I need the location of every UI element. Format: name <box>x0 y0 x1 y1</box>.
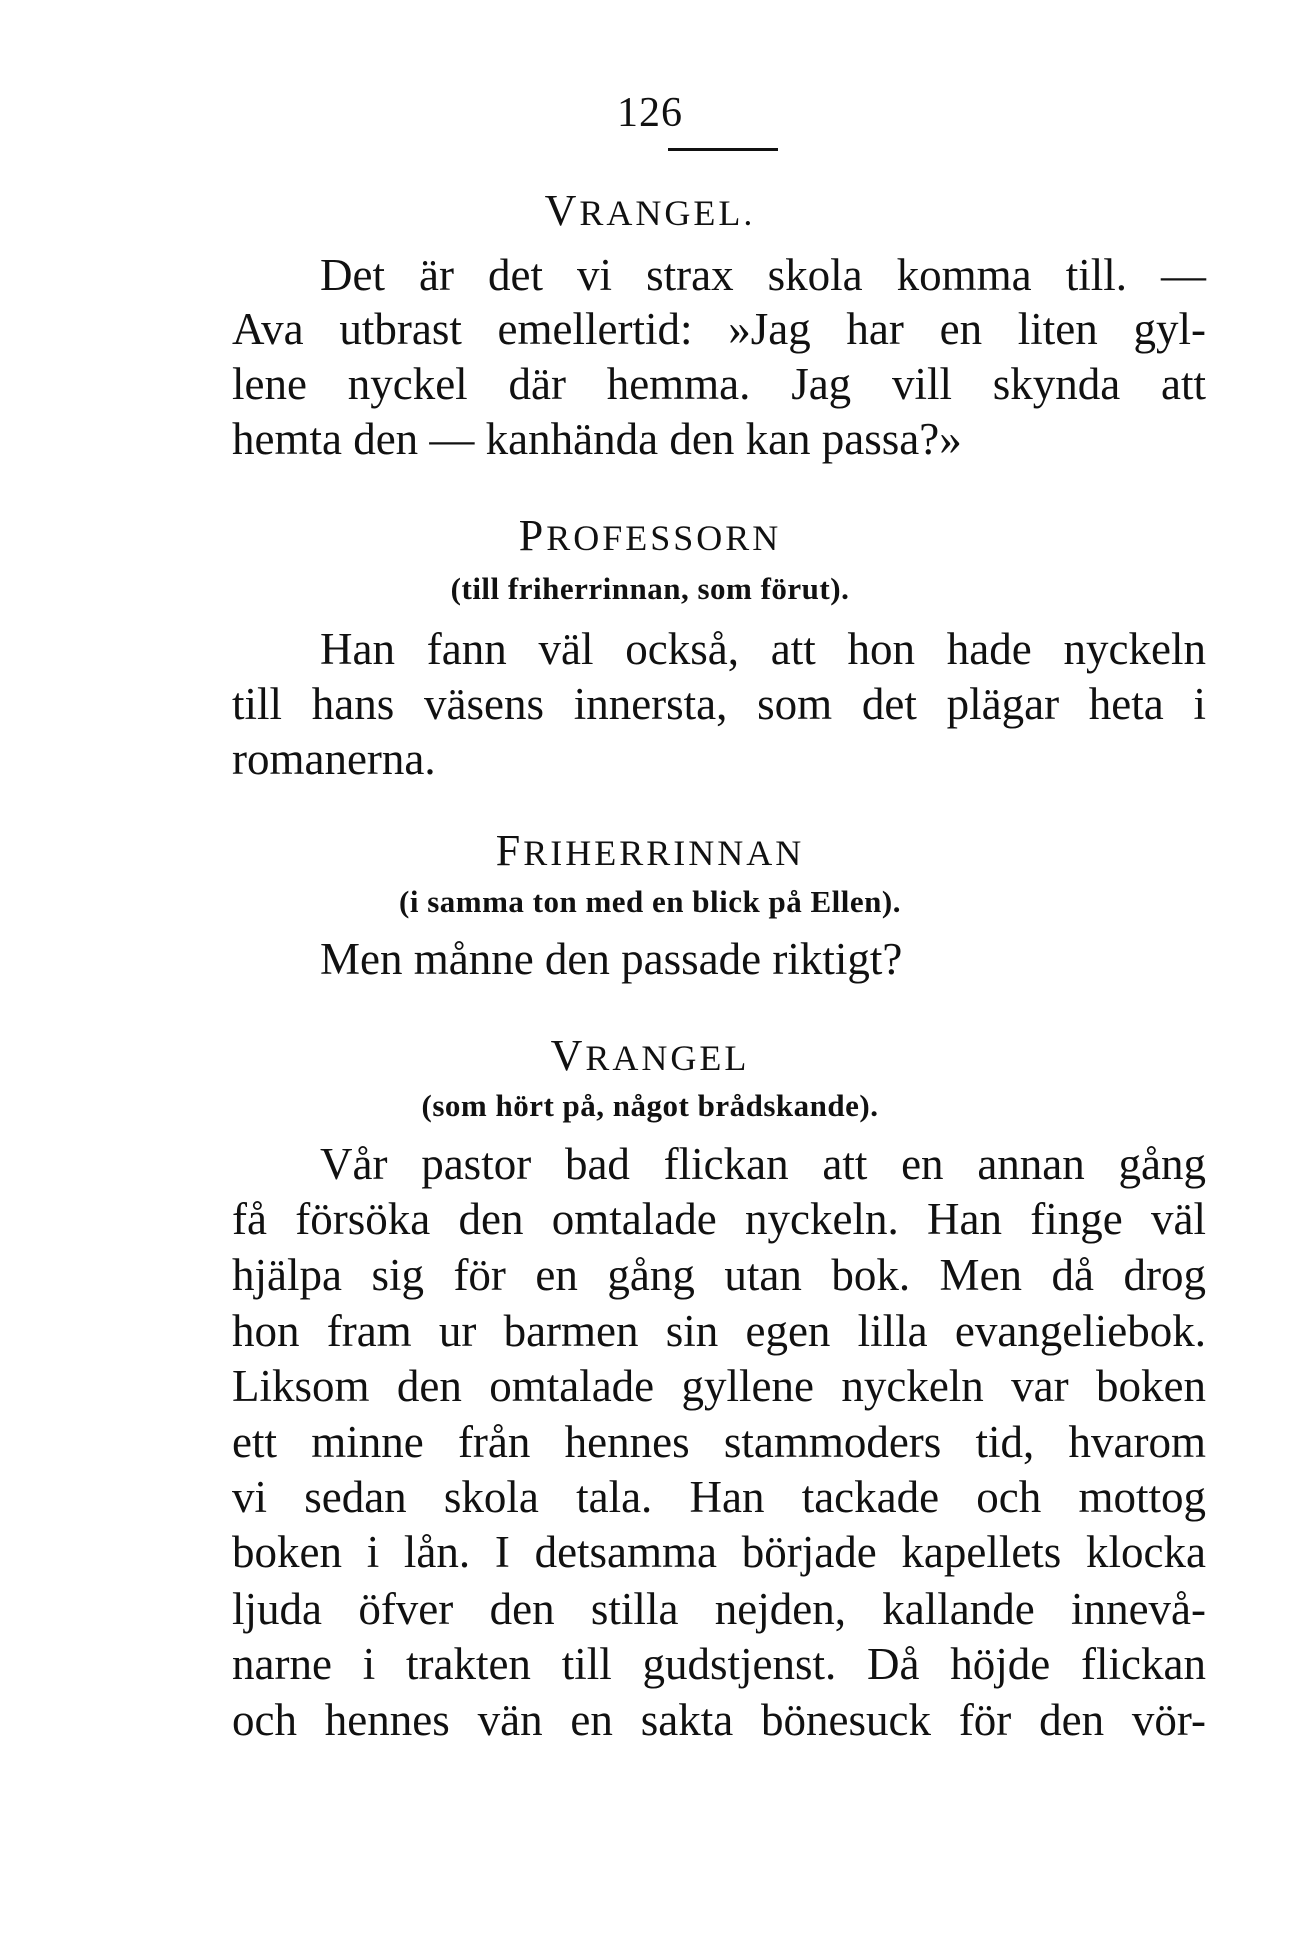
text-line: ljuda öfver den stilla nejden, kallande innevå- <box>232 1584 1206 1634</box>
speaker-name-rest: RIHERRINNAN <box>523 833 805 873</box>
speaker-name-rest: RANGEL <box>585 1038 750 1078</box>
speaker-name-rest: ROFESSORN <box>546 518 782 558</box>
speaker-initial: V <box>550 1031 586 1080</box>
speaker-name-rest: RANGEL. <box>579 193 756 233</box>
speaker-initial: P <box>518 511 547 560</box>
text-line: Men månne den passade riktigt? <box>320 934 903 984</box>
speaker-name <box>0 186 1300 235</box>
text-line: narne i trakten till gudstjenst. Då höjde flickan <box>232 1639 1206 1689</box>
text-line: boken i lån. I detsamma började kapellets klocka <box>232 1527 1206 1577</box>
stage-direction: (i samma ton med en blick på Ellen). <box>399 884 901 919</box>
text-line: till hans väsens innersta, som det plägar heta i <box>232 679 1206 729</box>
page-number: 126 <box>617 90 683 136</box>
text-line: vi sedan skola tala. Han tackade och mottog <box>232 1472 1206 1522</box>
text-line: Vår pastor bad flickan att en annan gång <box>320 1139 1206 1189</box>
page-number-rule <box>668 148 778 151</box>
stage-direction: (till friherrinnan, som förut). <box>450 571 850 606</box>
text-line: lene nyckel där hemma. Jag vill skynda att <box>232 359 1206 409</box>
speaker-initial: F <box>495 826 524 875</box>
text-line: få försöka den omtalade nyckeln. Han finge väl <box>232 1194 1206 1244</box>
text-line: Det är det vi strax skola komma till. — <box>320 250 1206 300</box>
text-line: romanerna. <box>232 734 436 784</box>
speaker-name <box>0 511 1300 560</box>
text-line: Han fann väl också, att hon hade nyckeln <box>320 624 1206 674</box>
text-line: Liksom den omtalade gyllene nyckeln var boken <box>232 1361 1206 1411</box>
text-line: Ava utbrast emellertid: »Jag har en liten gyl- <box>232 304 1206 354</box>
speaker-initial: V <box>544 186 580 235</box>
text-line: hjälpa sig för en gång utan bok. Men då drog <box>232 1250 1206 1300</box>
text-line: ett minne från hennes stammoders tid, hvarom <box>232 1417 1206 1467</box>
speaker-name <box>0 1031 1300 1080</box>
text-line: och hennes vän en sakta bönesuck för den vör- <box>232 1695 1206 1745</box>
text-line: hemta den — kanhända den kan passa?» <box>232 414 962 464</box>
text-line: hon fram ur barmen sin egen lilla evangeliebok. <box>232 1306 1206 1356</box>
speaker-name <box>0 826 1300 875</box>
stage-direction: (som hört på, något brådskande). <box>421 1088 879 1123</box>
